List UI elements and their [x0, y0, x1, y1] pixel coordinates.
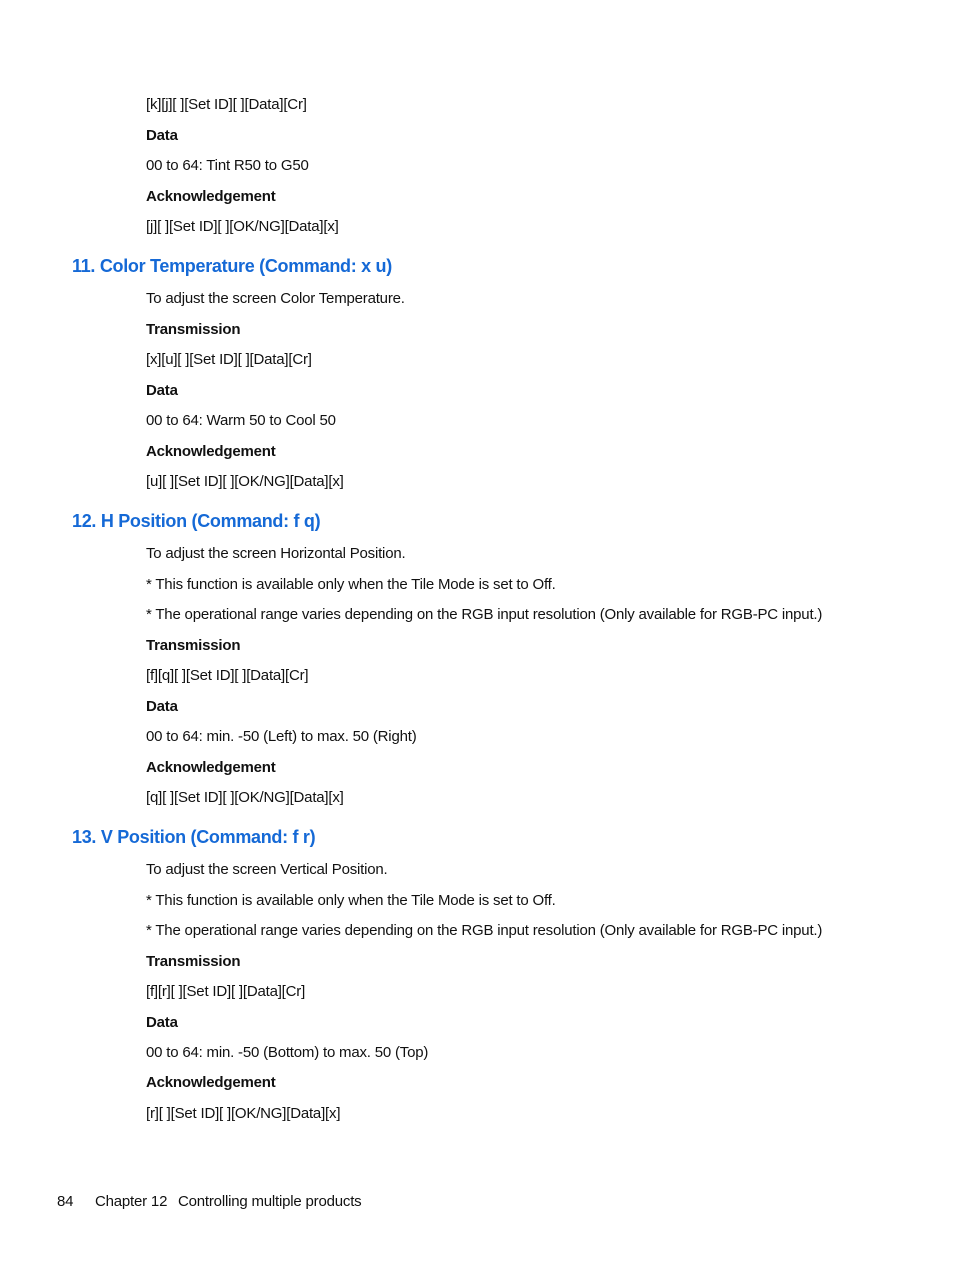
- footer-chapter: Chapter 12: [95, 1193, 168, 1210]
- data-label: Data: [146, 698, 178, 715]
- acknowledgement-label: Acknowledgement: [146, 443, 276, 460]
- section-note: * The operational range varies depending on the RGB input resolution (Only available for RGB-PC input.): [146, 606, 823, 623]
- data-value: 00 to 64: Warm 50 to Cool 50: [146, 412, 336, 429]
- section-description: To adjust the screen Vertical Position.: [146, 861, 388, 878]
- acknowledgement-label: Acknowledgement: [146, 1074, 276, 1091]
- section-note: * This function is available only when the Tile Mode is set to Off.: [146, 892, 556, 909]
- data-label: Data: [146, 382, 178, 399]
- transmission-value: [f][r][ ][Set ID][ ][Data][Cr]: [146, 983, 306, 1000]
- transmission-value: [x][u][ ][Set ID][ ][Data][Cr]: [146, 351, 312, 368]
- data-value: 00 to 64: min. -50 (Left) to max. 50 (Right): [146, 728, 417, 745]
- transmission-label: Transmission: [146, 321, 241, 338]
- section-heading-color-temperature: 11. Color Temperature (Command: x u): [72, 256, 392, 276]
- section-note: * The operational range varies depending on the RGB input resolution (Only available for RGB-PC input.): [146, 922, 823, 939]
- acknowledgement-value: [r][ ][Set ID][ ][OK/NG][Data][x]: [146, 1105, 341, 1122]
- command-string: [k][j][ ][Set ID][ ][Data][Cr]: [146, 96, 307, 113]
- data-label: Data: [146, 1014, 178, 1031]
- acknowledgement-label: Acknowledgement: [146, 759, 276, 776]
- section-note: * This function is available only when the Tile Mode is set to Off.: [146, 576, 556, 593]
- acknowledgement-value: [q][ ][Set ID][ ][OK/NG][Data][x]: [146, 789, 344, 806]
- data-value: 00 to 64: Tint R50 to G50: [146, 157, 309, 174]
- section-heading-h-position: 12. H Position (Command: f q): [72, 511, 321, 531]
- acknowledgement-value: [j][ ][Set ID][ ][OK/NG][Data][x]: [146, 218, 339, 235]
- acknowledgement-label: Acknowledgement: [146, 188, 276, 205]
- acknowledgement-value: [u][ ][Set ID][ ][OK/NG][Data][x]: [146, 473, 344, 490]
- section-description: To adjust the screen Horizontal Position.: [146, 545, 406, 562]
- section-description: To adjust the screen Color Temperature.: [146, 290, 405, 307]
- data-label: Data: [146, 127, 178, 144]
- transmission-value: [f][q][ ][Set ID][ ][Data][Cr]: [146, 667, 309, 684]
- transmission-label: Transmission: [146, 953, 241, 970]
- data-value: 00 to 64: min. -50 (Bottom) to max. 50 (Top): [146, 1044, 429, 1061]
- footer-chapter-title: Controlling multiple products: [178, 1193, 362, 1210]
- section-heading-v-position: 13. V Position (Command: f r): [72, 827, 316, 847]
- transmission-label: Transmission: [146, 637, 241, 654]
- page-number: 84: [57, 1193, 74, 1210]
